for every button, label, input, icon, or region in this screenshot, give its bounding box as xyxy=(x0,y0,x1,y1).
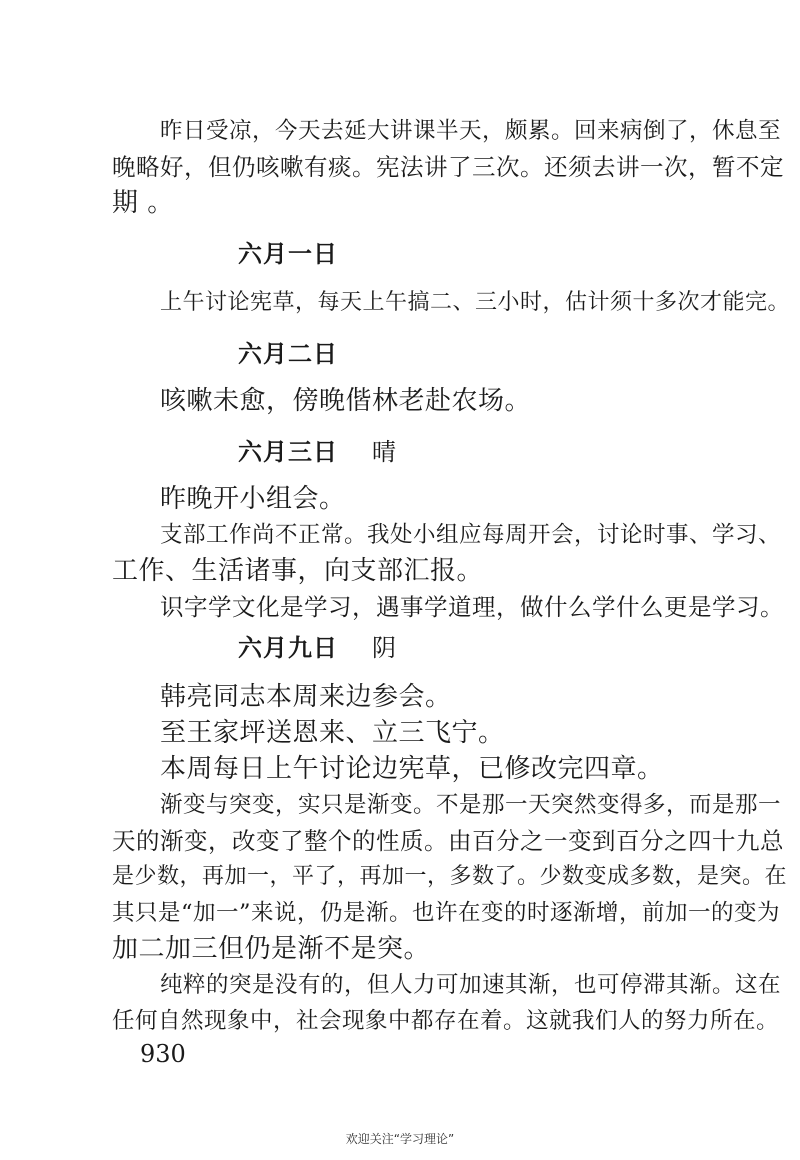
entry-date: 六月九日 xyxy=(238,634,338,662)
footer-caption: 欢迎关注“学习理论” xyxy=(345,1132,455,1146)
text-line: 是少数，再加一，平了，再加一，多数了。少数变成多数，是突。在 xyxy=(112,864,788,889)
entry-date-heading xyxy=(238,632,397,664)
text-line: 上午讨论宪草，每天上午搞二、三小时，估计须十多次才能完。 xyxy=(160,290,791,315)
entry-date: 六月一日 xyxy=(238,240,338,268)
text-line: 咳嗽未愈，傍晚偕林老赴农场。 xyxy=(160,386,532,416)
text-line: 晚略好，但仍咳嗽有痰。宪法讲了三次。还须去讲一次，暂不定 xyxy=(112,153,784,181)
entry-date: 六月三日 xyxy=(238,438,338,466)
text-line: 加二加三但仍是渐不是突。 xyxy=(112,934,431,964)
text-line: 渐变与突变，实只是渐变。不是那一天突然变得多，而是那一 xyxy=(160,792,782,818)
text-line: 支部工作尚不正常。我处小组应每周开会，讨论时事、学习、 xyxy=(160,522,782,548)
text-line: 纯粹的突是没有的，但人力可加速其渐，也可停滞其渐。这在 xyxy=(160,972,782,998)
text-line: 韩亮同志本周来边参会。 xyxy=(160,682,452,712)
entry-date-heading xyxy=(238,338,338,370)
text-line: 昨晚开小组会。 xyxy=(160,484,346,514)
text-line: 天的渐变，改变了整个的性质。由百分之一变到百分之四十九总 xyxy=(112,827,784,855)
entry-date: 六月二日 xyxy=(238,340,338,368)
text-line: 至王家坪送恩来、立三飞宁。 xyxy=(160,718,505,748)
text-line: 其只是“加一”来说，仍是渐。也许在变的时逐渐增，前加一的变为 xyxy=(112,900,781,926)
text-line: 识字学文化是学习，遇事学道理，做什么学什么更是学习。 xyxy=(160,593,784,621)
text-line: 任何自然现象中，社会现象中都存在着。这就我们人的努力所在。 xyxy=(112,1008,780,1034)
text-line: 本周每日上午讨论边宪草，已修改完四章。 xyxy=(160,754,664,784)
text-line: 昨日受凉，今天去延大讲课半天，颇累。回来病倒了，休息至 xyxy=(160,118,782,144)
text-line: 工作、生活诸事，向支部汇报。 xyxy=(112,556,484,586)
entry-weather: 阴 xyxy=(372,634,397,662)
entry-date-heading xyxy=(238,436,397,468)
text-line: 期 。 xyxy=(112,188,174,218)
page-number: 930 xyxy=(140,1040,186,1068)
entry-weather: 晴 xyxy=(372,438,397,466)
entry-date-heading xyxy=(238,238,338,270)
